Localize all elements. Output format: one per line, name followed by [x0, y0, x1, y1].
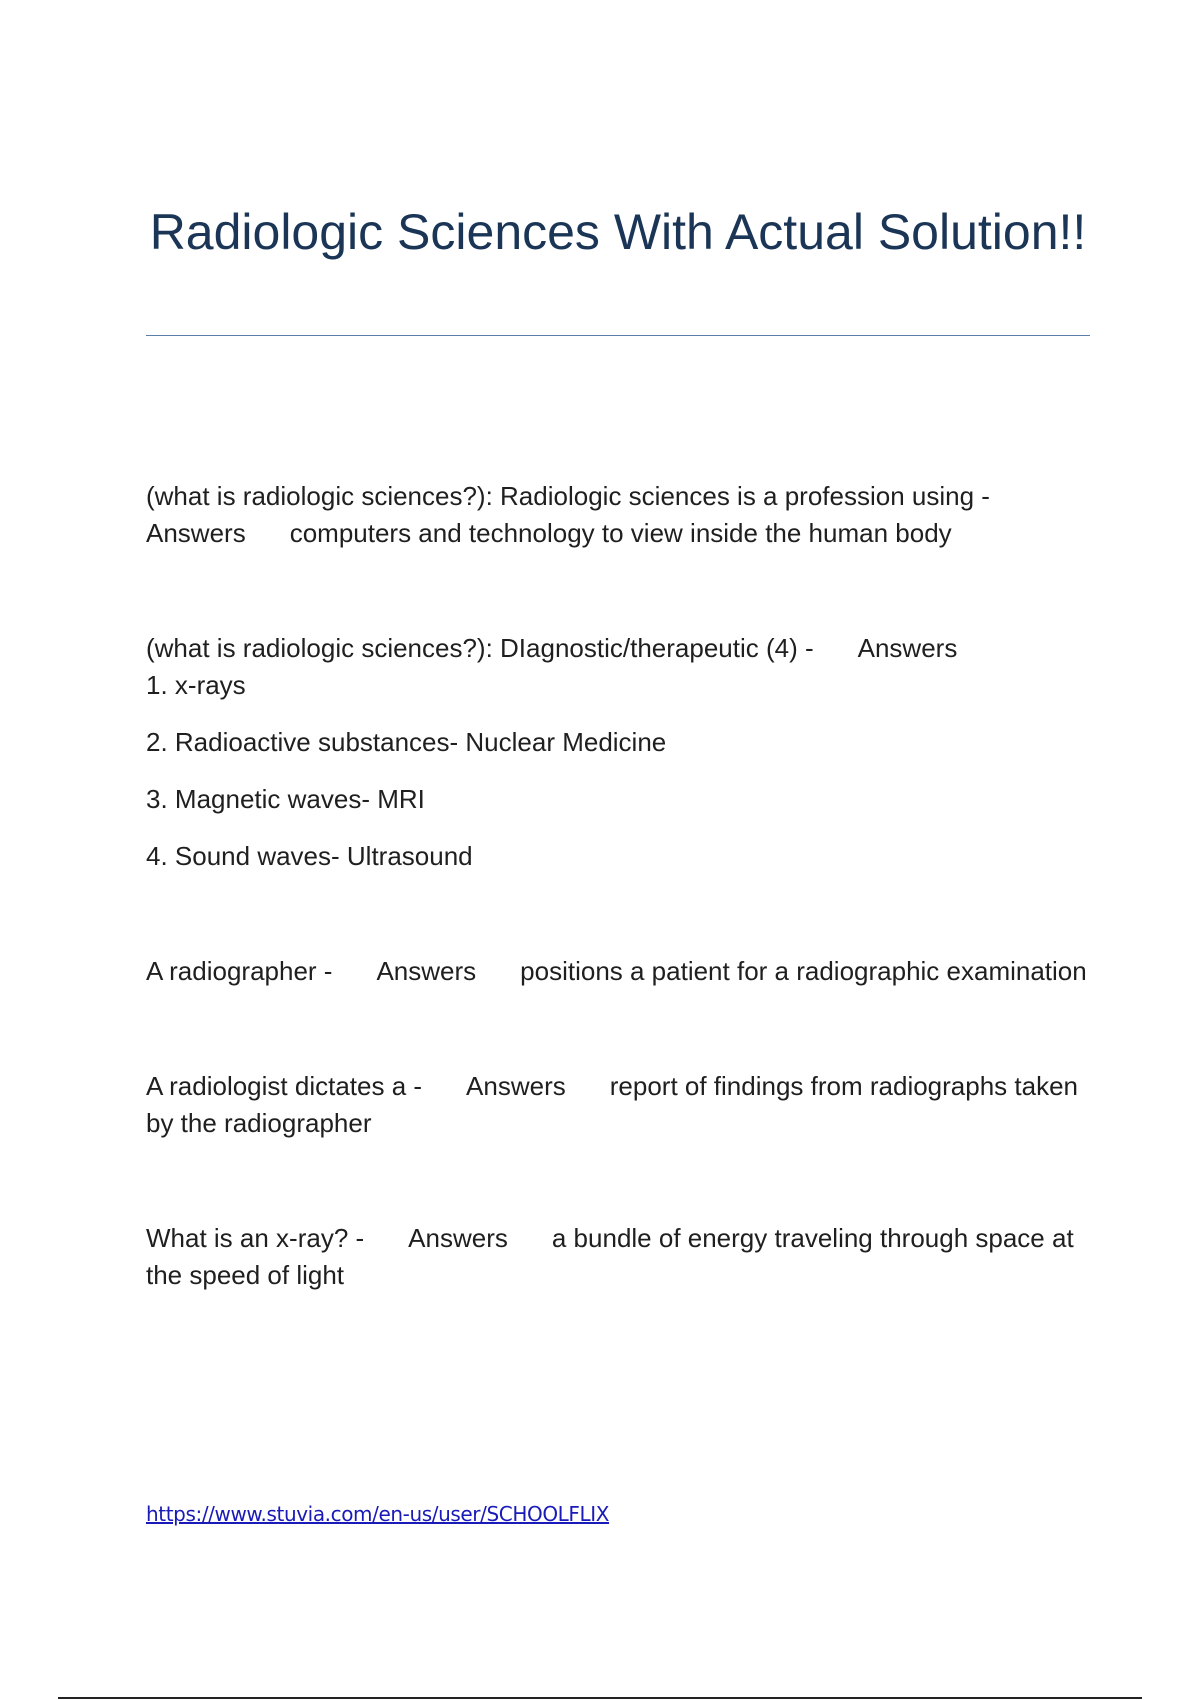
question-text: A radiologist dictates a -: [146, 1071, 423, 1101]
question-text: A radiographer -: [146, 956, 333, 986]
qa-item: [146, 478, 1090, 552]
answer-text: computers and technology to view inside the human body: [289, 518, 952, 548]
answer-label: Answers: [466, 1071, 566, 1101]
footer-link[interactable]: https://www.stuvia.com/en-us/user/SCHOOLFLIX: [146, 1502, 610, 1526]
page-bottom-divider: [58, 1697, 1142, 1699]
answer-text: positions a patient for a radiographic examination: [520, 956, 1087, 986]
list-item: 1. x-rays: [146, 670, 246, 700]
answer-label: Answers: [408, 1223, 508, 1253]
answer-text: a bundle of energy traveling through space at the speed of light: [146, 1223, 1074, 1290]
qa-item: [146, 1068, 1090, 1142]
answer-text: report of findings from radiographs taken by the radiographer: [146, 1071, 1079, 1138]
qa-item: [146, 630, 1090, 704]
answer-label: Answers: [376, 956, 477, 986]
qa-item: [146, 1220, 1090, 1294]
list-item: 4. Sound waves- Ultrasound: [146, 841, 473, 871]
list-item: 2. Radioactive substances- Nuclear Medicine: [146, 727, 667, 757]
answer-label: Answers: [857, 633, 958, 663]
question-text: (what is radiologic sciences?): Radiologic sciences is a profession using -: [146, 481, 990, 511]
list-item: 3. Magnetic waves- MRI: [146, 784, 425, 814]
question-text: What is an x-ray? -: [146, 1223, 365, 1253]
answer-label: Answers: [146, 518, 246, 548]
document-body: [146, 478, 1090, 1294]
qa-item: [146, 953, 1090, 990]
question-text: (what is radiologic sciences?): DIagnostic/therapeutic (4) -: [146, 633, 814, 663]
title-divider: [146, 335, 1090, 336]
document-title: Radiologic Sciences With Actual Solution!!: [149, 204, 1087, 260]
